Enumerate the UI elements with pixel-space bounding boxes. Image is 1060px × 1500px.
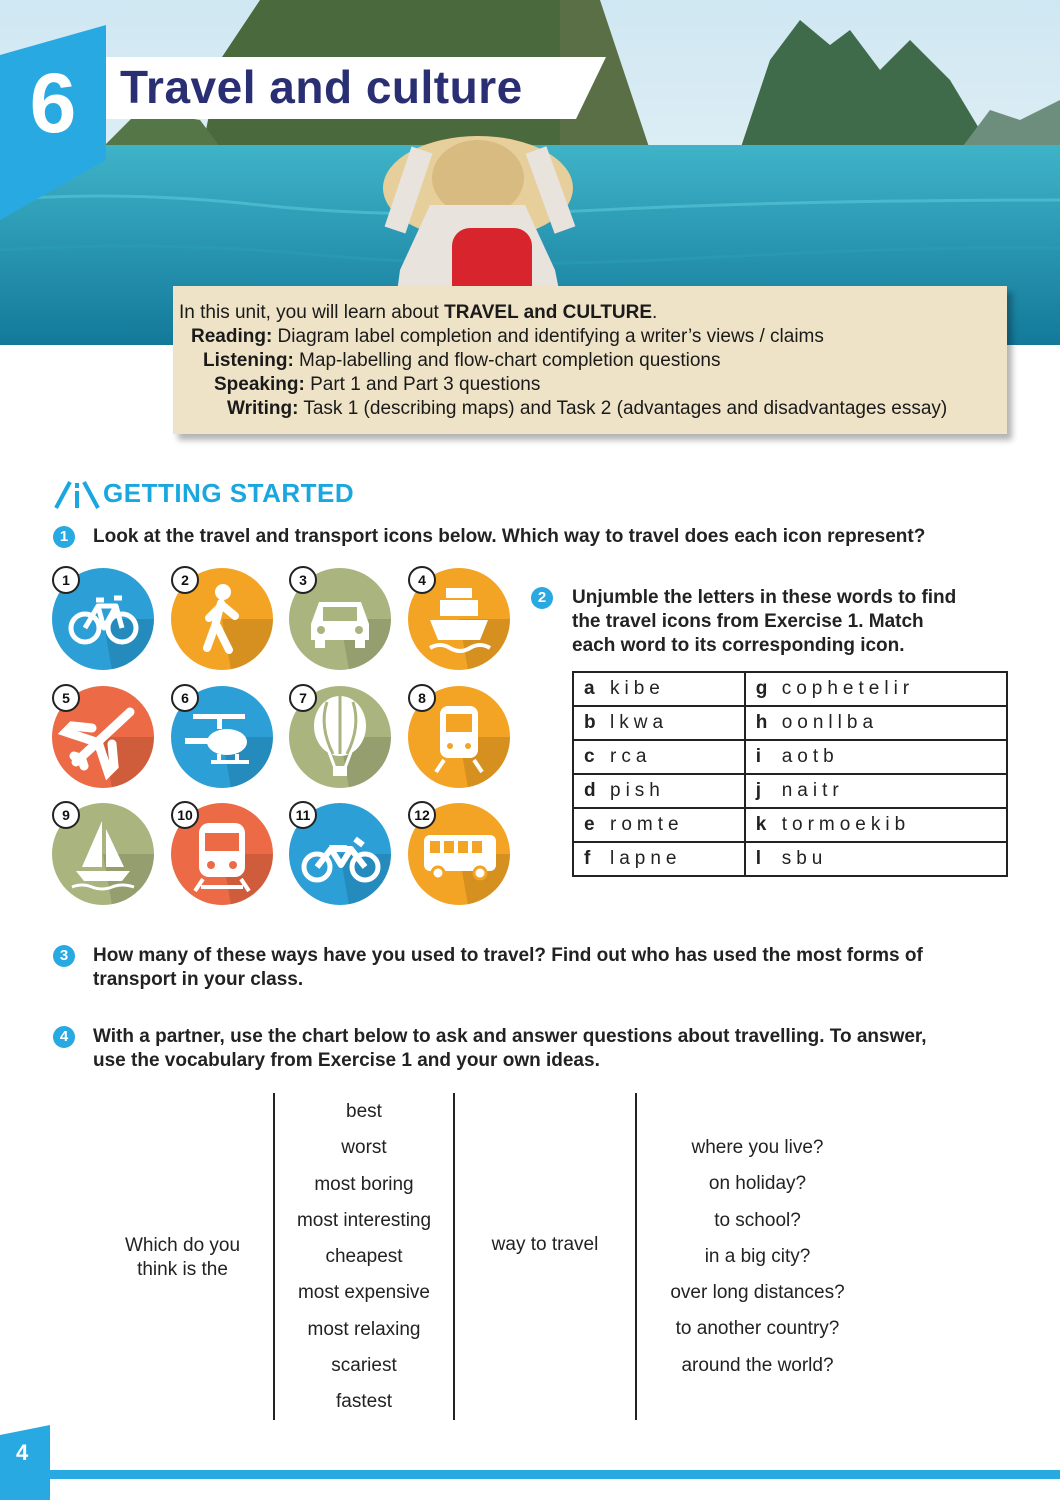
exercise-4-instruction: With a partner, use the chart below to ask and answer questions about travelling. To answer, use the vocabulary from Exercise 1 and your own ideas. [93,1026,927,1071]
chart-divider [273,1093,275,1420]
icon-number-label: 8 [408,684,436,712]
intro-writing: Writing: Task 1 (describing maps) and Task 2 (advantages and disadvantages essay) [227,398,948,419]
word-cell: l sbu [745,842,1007,876]
chart-context: where you live? [691,1137,824,1158]
chart-contexts [640,1137,875,1391]
table-row [573,842,1007,876]
word-cell: e romte [573,808,745,842]
exercise-2-instruction: Unjumble the letters in these words to find the travel icons from Exercise 1. Match each word to its corresponding icon. [572,587,957,656]
chart-adjective: scariest [331,1355,397,1377]
icon-number-label: 3 [289,566,317,594]
chart-adjective: fastest [336,1391,392,1413]
chart-adjective: most interesting [296,1209,432,1231]
unit-title: Travel and culture [120,61,523,113]
icon-number-label: 5 [52,684,80,712]
chart-adjective: worst [341,1137,387,1159]
chart-divider [453,1093,455,1420]
footer-bar [50,1470,1060,1479]
intro-speaking: Speaking: Part 1 and Part 3 questions [214,374,541,395]
word-cell: a kibe [573,672,745,706]
chart-context: in a big city? [704,1245,811,1267]
table-row [573,740,1007,774]
exercise-1-instruction: Look at the travel and transport icons below. Which way to travel does each icon represent? [93,526,926,547]
chart-adjectives [280,1101,448,1428]
icon-number-label: 1 [52,566,80,594]
chart-context: on holiday? [708,1173,807,1195]
page-number: 4 [16,1440,29,1465]
icon-number-label: 7 [289,684,317,712]
intro-listening: Listening: Map-labelling and flow-chart completion questions [203,350,721,371]
icon-number-label: 6 [171,684,199,712]
chart-context: to school? [714,1209,801,1231]
table-row [573,706,1007,740]
icon-number-label: 4 [408,566,436,594]
exercise-number: 1 [53,526,75,548]
word-cell: g cophetelir [745,672,1007,706]
icon-number-label: 9 [52,801,80,829]
chart-middle: way to travel [491,1234,599,1255]
icon-number-label: 11 [289,801,317,829]
exercise-number: 2 [531,587,553,609]
chart-context: over long distances? [670,1282,845,1304]
chart-divider [635,1093,637,1420]
icon-number-label: 10 [171,801,199,829]
table-row [573,672,1007,706]
word-cell: b lkwa [573,706,745,740]
chart-context: around the world? [681,1354,834,1376]
icon-number-label: 2 [171,566,199,594]
chart-start: Which do you think is the [124,1235,241,1280]
chart-context: to another country? [675,1318,840,1340]
word-cell: i aotb [745,740,1007,774]
word-cell: j naitr [745,774,1007,808]
exercise-3-instruction: How many of these ways have you used to travel? Find out who has used the most forms of transport in your class. [93,945,923,990]
intro-reading: Reading: Diagram label completion and identifying a writer’s views / claims [191,326,824,347]
chart-adjective: cheapest [325,1246,403,1268]
word-cell: f lapne [573,842,745,876]
icon-number-label: 12 [408,801,436,829]
table-row [573,808,1007,842]
word-cell: d pish [573,774,745,808]
word-cell: h oonllba [745,706,1007,740]
exercise-number: 4 [53,1026,75,1048]
table-row [573,774,1007,808]
chart-adjective: best [346,1101,382,1122]
chart-adjective: most boring [314,1173,414,1195]
intro-lead: In this unit, you will learn about TRAVEL and CULTURE. [179,302,658,323]
word-cell: k tormoekib [745,808,1007,842]
word-cell: c rca [573,740,745,774]
exercise-number: 3 [53,945,75,967]
unjumble-table [572,671,1008,877]
unit-number: 6 [29,56,77,150]
section-title: GETTING STARTED [103,478,355,508]
section-logo-icon [54,480,102,510]
chart-adjective: most expensive [297,1282,430,1304]
chart-adjective: most relaxing [307,1318,421,1340]
